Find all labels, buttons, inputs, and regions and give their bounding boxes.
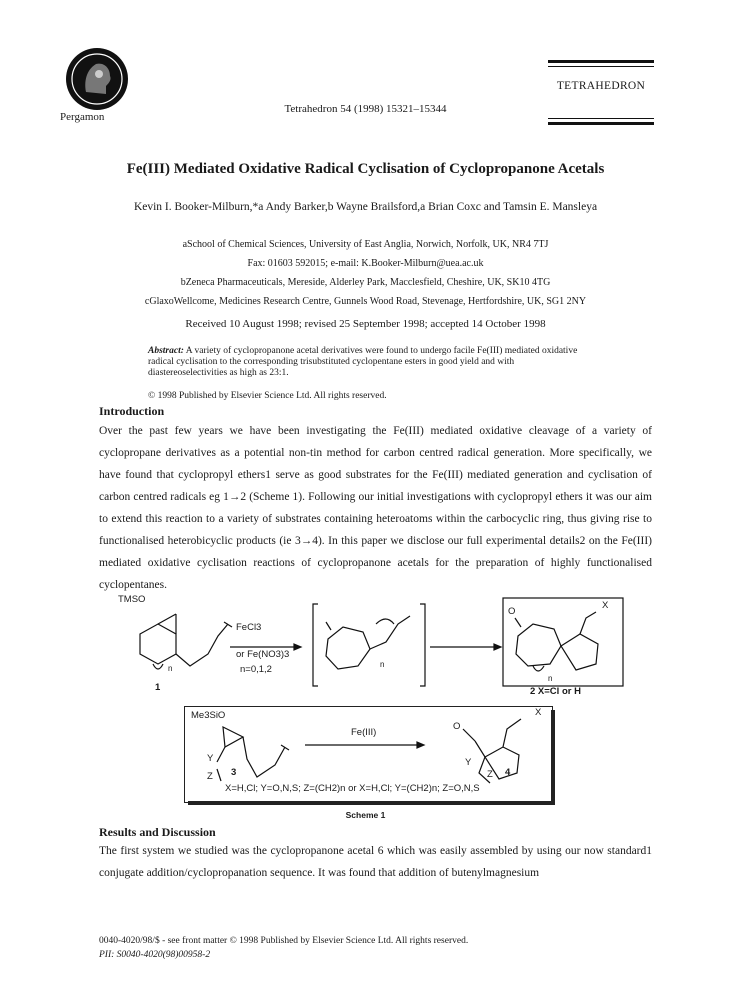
- introduction-heading: Introduction: [99, 404, 165, 418]
- scheme-top-structures: [118, 594, 678, 704]
- header-rule-top-thick: [548, 60, 654, 63]
- header-rule-top-thin: [548, 66, 654, 67]
- me3sio-label: Me3SiO: [191, 710, 226, 721]
- n-subscript-1: n: [168, 664, 173, 673]
- tms-label: TMSO: [118, 594, 146, 605]
- publisher-name: Pergamon: [60, 111, 105, 123]
- header-rule-bottom-thick: [548, 122, 654, 125]
- introduction-paragraph: Over the past few years we have been investigating the Fe(III) mediated oxidative cleavage of a variety of cyclopropane derivatives as a potential non-tin method for carbon centred radical generation. More specifically, we have found that cyclopropyl ethers1 serve as good substrates for the Fe(III) mediated generation and cyclisation of carbon centred radicals eg 1→2 (Scheme 1). Following our initial investigations with cyclopropyl ethers it was our aim to extend this reaction to a variety of substrates containing heteroatoms within the carbocyclic ring, thus giving rise to functionalised heterobicyclic products (ie 3→4). In this paper we disclose our full experimental details2 on the Fe(III) mediated oxidative cyclisation reactions of cyclopropanone acetals for the preparation of highly functionalised cyclopentanes.: [99, 425, 652, 591]
- n-subscript-intermediate: n: [380, 660, 385, 669]
- footer-issn: 0040-4020/98/$ - see front matter © 1998 Published by Elsevier Science Ltd. All rights reserved.: [99, 936, 469, 946]
- footer-pii: PII: S0040-4020(98)00958-2: [99, 950, 211, 960]
- received-dates: Received 10 August 1998; revised 25 September 1998; accepted 14 October 1998: [185, 318, 546, 330]
- results-heading: Results and Discussion: [99, 825, 216, 839]
- article-title: Fe(III) Mediated Oxidative Radical Cyclisation of Cyclopropanone Acetals: [126, 161, 605, 177]
- compound-1-label: 1: [155, 682, 161, 693]
- reagent-fecl3: FeCl3: [236, 622, 262, 633]
- scheme-caption: Scheme 1: [345, 810, 386, 820]
- scheme-top-row: [118, 594, 678, 704]
- compound-3-label: 3: [231, 767, 237, 778]
- affiliation-a: aSchool of Chemical Sciences, University of East Anglia, Norwich, Norfolk, UK, NR4 7TJ: [182, 239, 549, 250]
- product-4-o-label: O: [453, 721, 461, 732]
- abstract-text: A variety of cyclopropanone acetal derivatives were found to undergo facile Fe(III) mediated oxidative radical cyclisation to the corresponding trisubstituted cyclopentane esters in good yield and with diastereoselectivities as high as 23:1.: [148, 346, 578, 378]
- product-o-label: O: [508, 606, 516, 617]
- z-label-3: Z: [207, 771, 213, 782]
- product-4-x-label: X: [535, 707, 542, 718]
- reagent-fe-iii: Fe(III): [351, 727, 377, 738]
- header-rule-bottom-thin: [548, 118, 654, 119]
- affiliation-b: bZeneca Pharmaceuticals, Mereside, Alderley Park, Macclesfield, Cheshire, UK, SK10 4TG: [180, 277, 551, 288]
- n-subscript-product: n: [548, 674, 553, 683]
- author-list: Kevin I. Booker-Milburn,*a Andy Barker,b Wayne Brailsford,a Brian Coxc and Tamsin E. Mansleya: [133, 201, 598, 213]
- reagent-fe-nitrate: or Fe(NO3)3: [236, 649, 290, 660]
- affiliation-contact: Fax: 01603 592015; e-mail: K.Booker-Milburn@uea.ac.uk: [247, 258, 484, 269]
- abstract-label: Abstract:: [148, 346, 184, 356]
- journal-reference: Tetrahedron 54 (1998) 15321–15344: [284, 103, 447, 115]
- z-label-4: Z: [487, 769, 493, 780]
- y-label-3: Y: [207, 753, 214, 764]
- compound-2-label: 2 X=Cl or H: [530, 686, 581, 697]
- compound-4-label: 4: [505, 767, 511, 778]
- y-label-4: Y: [465, 757, 472, 768]
- journal-name: TETRAHEDRON: [556, 80, 646, 92]
- results-paragraph: The first system we studied was the cyclopropanone acetal 6 which was easily assembled by using our now standard1 conjugate addition/cyclopropanation sequence. It was found that addition of butenylmagnesium: [99, 845, 652, 879]
- scheme-bottom-box: [184, 706, 553, 803]
- product-x-label: X: [602, 600, 609, 611]
- affiliation-c: cGlaxoWellcome, Medicines Research Centre, Gunnels Wood Road, Stevenage, Hertfordshire, UK, SG1 2NY: [144, 296, 587, 307]
- condition-n: n=0,1,2: [240, 664, 272, 675]
- copyright-notice: © 1998 Published by Elsevier Science Ltd. All rights reserved.: [148, 391, 387, 401]
- scheme-definitions: X=H,Cl; Y=O,N,S; Z=(CH2)n or X=H,Cl; Y=(CH2)n; Z=O,N,S: [225, 783, 480, 794]
- pergamon-logo-icon: [66, 48, 128, 110]
- abstract: [148, 346, 588, 379]
